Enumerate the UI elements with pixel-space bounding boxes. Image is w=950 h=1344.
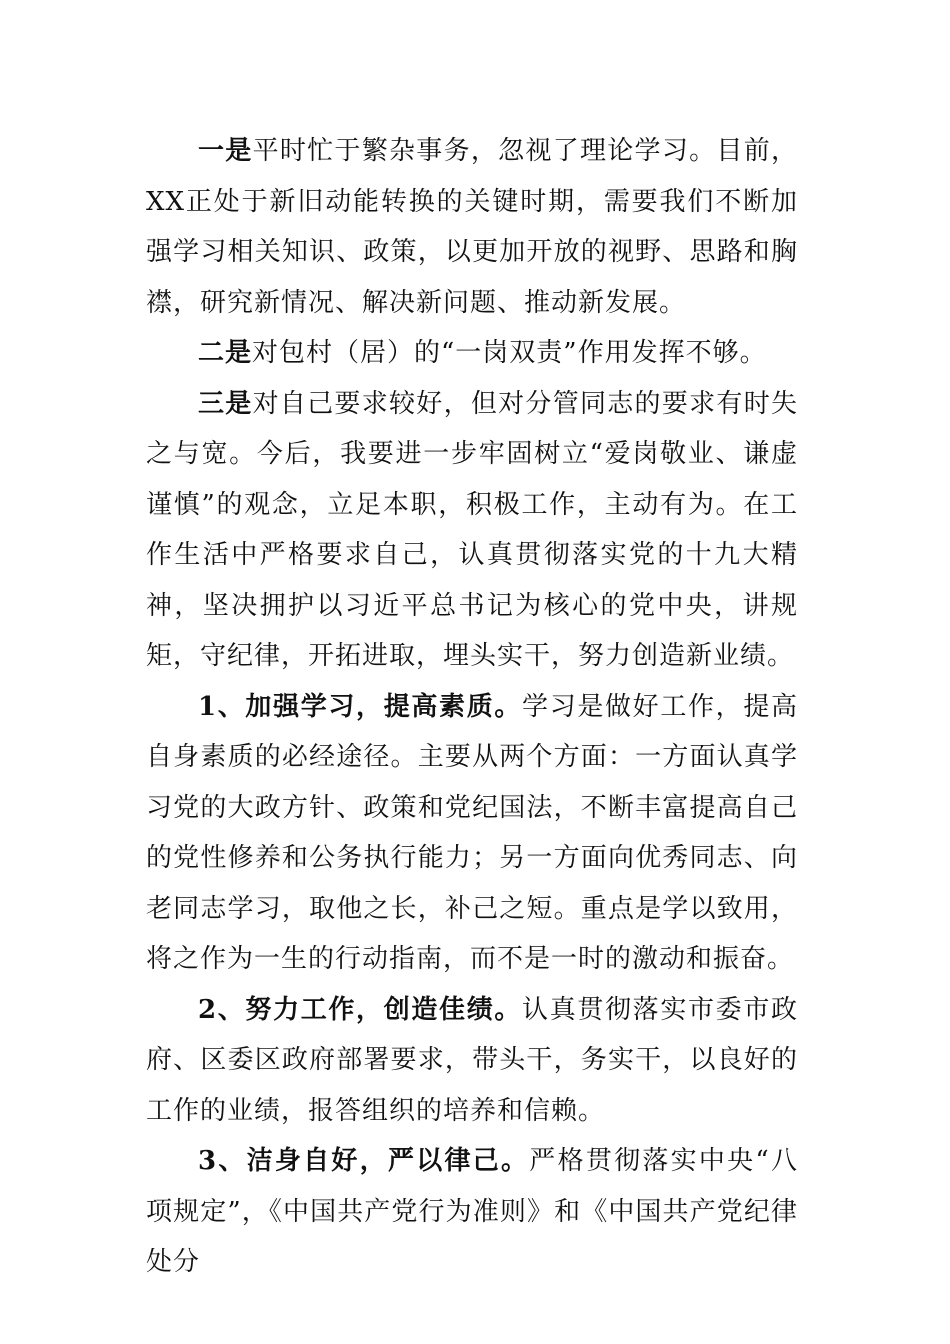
- paragraph-second-issue: [146, 328, 798, 379]
- paragraph-measure-3: [146, 1136, 798, 1288]
- paragraph-first-issue: [146, 126, 798, 328]
- paragraph-lead: 2、努力工作，创造佳绩。: [198, 994, 523, 1025]
- paragraph-measure-1: [146, 682, 798, 985]
- paragraph-text: 认真贯彻落实市委市政府、区委区政府部署要求，带头干，务实干，以良好的工作的业绩，报答组织的培养和信赖。: [146, 994, 798, 1126]
- paragraph-text: 平时忙于繁杂事务，忽视了理论学习。目前，XX正处于新旧动能转换的关键时期，需要我们不断加强学习相关知识、政策，以更加开放的视野、思路和胸襟，研究新情况、解决新问题、推动新发展。: [146, 136, 798, 318]
- paragraph-text: 严格贯彻落实中央“八项规定”，《中国共产党行为准则》和《中国共产党纪律处分: [146, 1146, 798, 1277]
- paragraph-lead: 一是: [198, 136, 253, 166]
- paragraph-text: 学习是做好工作，提高自身素质的必经途径。主要从两个方面：一方面认真学习党的大政方针、政策和党纪国法，不断丰富提高自己的党性修养和公务执行能力；另一方面向优秀同志、向老同志学习，取他之长，补己之短。重点是学以致用，将之作为一生的行动指南，而不是一时的激动和振奋。: [146, 691, 798, 974]
- paragraph-text: 对包村（居）的“一岗双责”作用发挥不够。: [252, 338, 767, 368]
- paragraph-third-issue: [146, 379, 798, 682]
- paragraph-lead: 3、洁身自好，严以律己。: [198, 1146, 530, 1176]
- paragraph-lead: 二是: [198, 338, 253, 368]
- paragraph-measure-2: [146, 985, 798, 1137]
- paragraph-lead: 三是: [198, 388, 253, 419]
- document-body: [146, 126, 798, 1288]
- paragraph-text: 对自己要求较好，但对分管同志的要求有时失之与宽。今后，我要进一步牢固树立“爱岗敬业、谦虚谨慎”的观念，立足本职，积极工作，主动有为。在工作生活中严格要求自己，认真贯彻落实党的十九大精神，坚决拥护以习近平总书记为核心的党中央，讲规矩，守纪律，开拓进取，埋头实干，努力创造新业绩。: [146, 388, 798, 671]
- paragraph-lead: 1、加强学习，提高素质。: [198, 691, 523, 722]
